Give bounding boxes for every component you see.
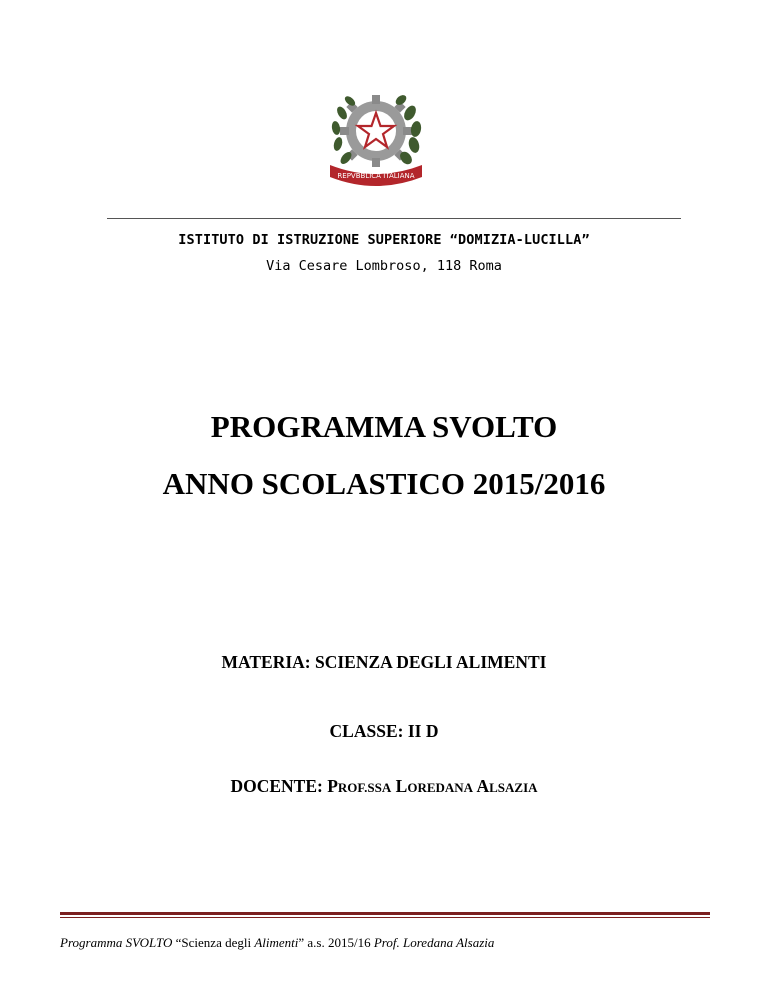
page-title: PROGRAMMA SVOLTO	[210, 409, 558, 444]
footer-part5: Prof. Loredana Alsazia	[370, 935, 495, 950]
footer-part3: Alimenti	[254, 935, 299, 950]
footer-part2: “Scienza degli	[172, 935, 255, 950]
teacher-name-l: L	[395, 776, 408, 796]
teacher-line	[0, 776, 768, 797]
italian-republic-emblem	[326, 83, 426, 189]
footer-part4: ” a.s. 2015/16	[298, 935, 371, 950]
institute-name: ISTITUTO DI ISTRUZIONE SUPERIORE “DOMIZIA-LUCILLA”	[178, 232, 590, 248]
teacher-name-rofssa: ROF.SSA	[337, 780, 392, 795]
teacher-name-p: P	[327, 776, 338, 796]
subject-line: MATERIA: SCIENZA DEGLI ALIMENTI	[221, 652, 547, 672]
class-line: CLASSE: II D	[329, 721, 439, 741]
teacher-label: DOCENTE:	[230, 776, 323, 796]
footer-rule-thin	[60, 917, 710, 918]
teacher-name-lsazia: LSAZIA	[489, 780, 538, 795]
emblem-ribbon-text: REPVBBLICA ITALIANA	[337, 172, 415, 180]
institute-address: Via Cesare Lombroso, 118 Roma	[266, 258, 502, 274]
footer-rule-thick	[60, 912, 710, 915]
teacher-name-a: A	[476, 776, 490, 796]
page-subtitle: ANNO SCOLASTICO 2015/2016	[162, 466, 606, 501]
teacher-name-oredana: OREDANA	[407, 780, 474, 795]
footer-text	[60, 935, 740, 951]
header-divider	[107, 218, 681, 219]
footer-part1: Programma SVOLTO	[60, 935, 173, 950]
